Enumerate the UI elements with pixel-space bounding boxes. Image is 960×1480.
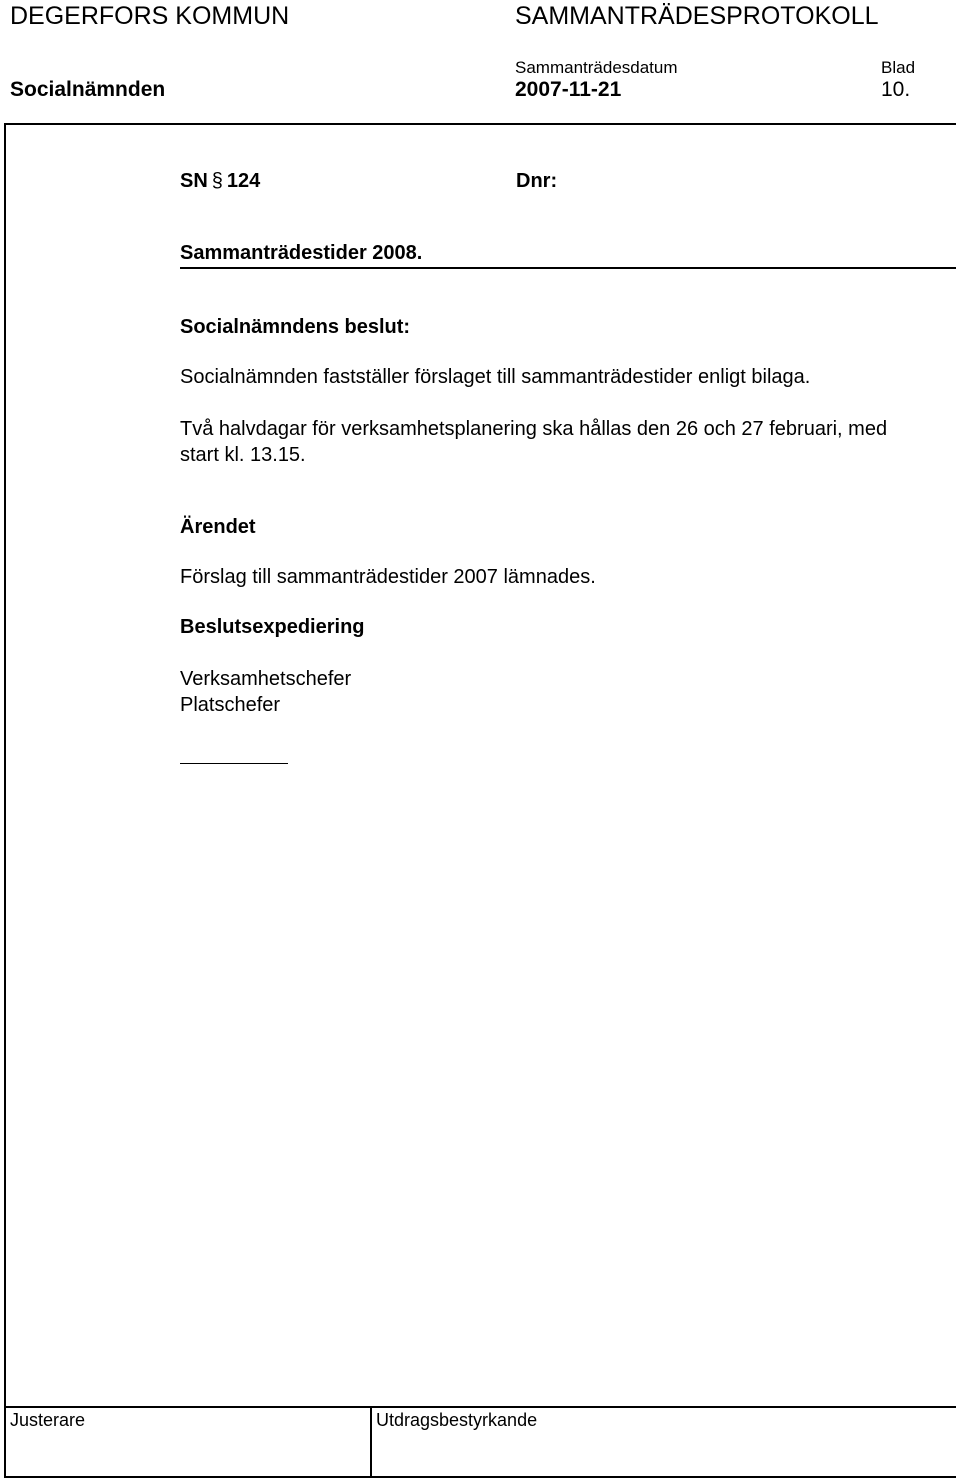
- page-label: Blad: [881, 58, 916, 77]
- meeting-date-label: Sammanträdesdatum: [515, 58, 678, 77]
- page-number: 10.: [881, 78, 911, 101]
- adjuster-label: Justerare: [10, 1410, 86, 1430]
- decision-heading: Socialnämndens beslut:: [180, 316, 411, 338]
- dispatch-recipients: [180, 666, 351, 718]
- footer-divider: [370, 1408, 372, 1476]
- end-divider: [180, 763, 288, 764]
- sn-prefix: SN: [180, 170, 208, 192]
- recipient-item: Verksamhetschefer: [180, 668, 352, 690]
- recipient-item: Platschefer: [180, 694, 281, 716]
- organization-name: DEGERFORS KOMMUN: [10, 2, 290, 30]
- dnr-label: Dnr:: [516, 170, 558, 192]
- title-divider: [180, 267, 956, 269]
- committee-name: Socialnämnden: [10, 78, 166, 101]
- content-frame: [4, 123, 956, 1476]
- decision-paragraph-1: Socialnämnden fastställer förslaget till sammanträdestider enligt bilaga.: [180, 366, 811, 388]
- section-symbol: §: [211, 170, 223, 192]
- matter-text: Förslag till sammanträdestider 2007 lämnades.: [180, 566, 596, 588]
- document-type: SAMMANTRÄDESPROTOKOLL: [515, 2, 879, 30]
- certification-label: Utdragsbestyrkande: [376, 1410, 538, 1430]
- case-title: Sammanträdestider 2008.: [180, 242, 423, 264]
- sn-number: 124: [226, 170, 261, 192]
- meeting-date: 2007-11-21: [515, 78, 622, 101]
- decision-paragraph-2: Två halvdagar för verksamhetsplanering ska hållas den 26 och 27 februari, med start kl. 13.15.: [180, 418, 888, 466]
- dispatch-heading: Beslutsexpediering: [180, 616, 365, 638]
- matter-heading: Ärendet: [180, 516, 256, 538]
- case-number: [180, 170, 260, 193]
